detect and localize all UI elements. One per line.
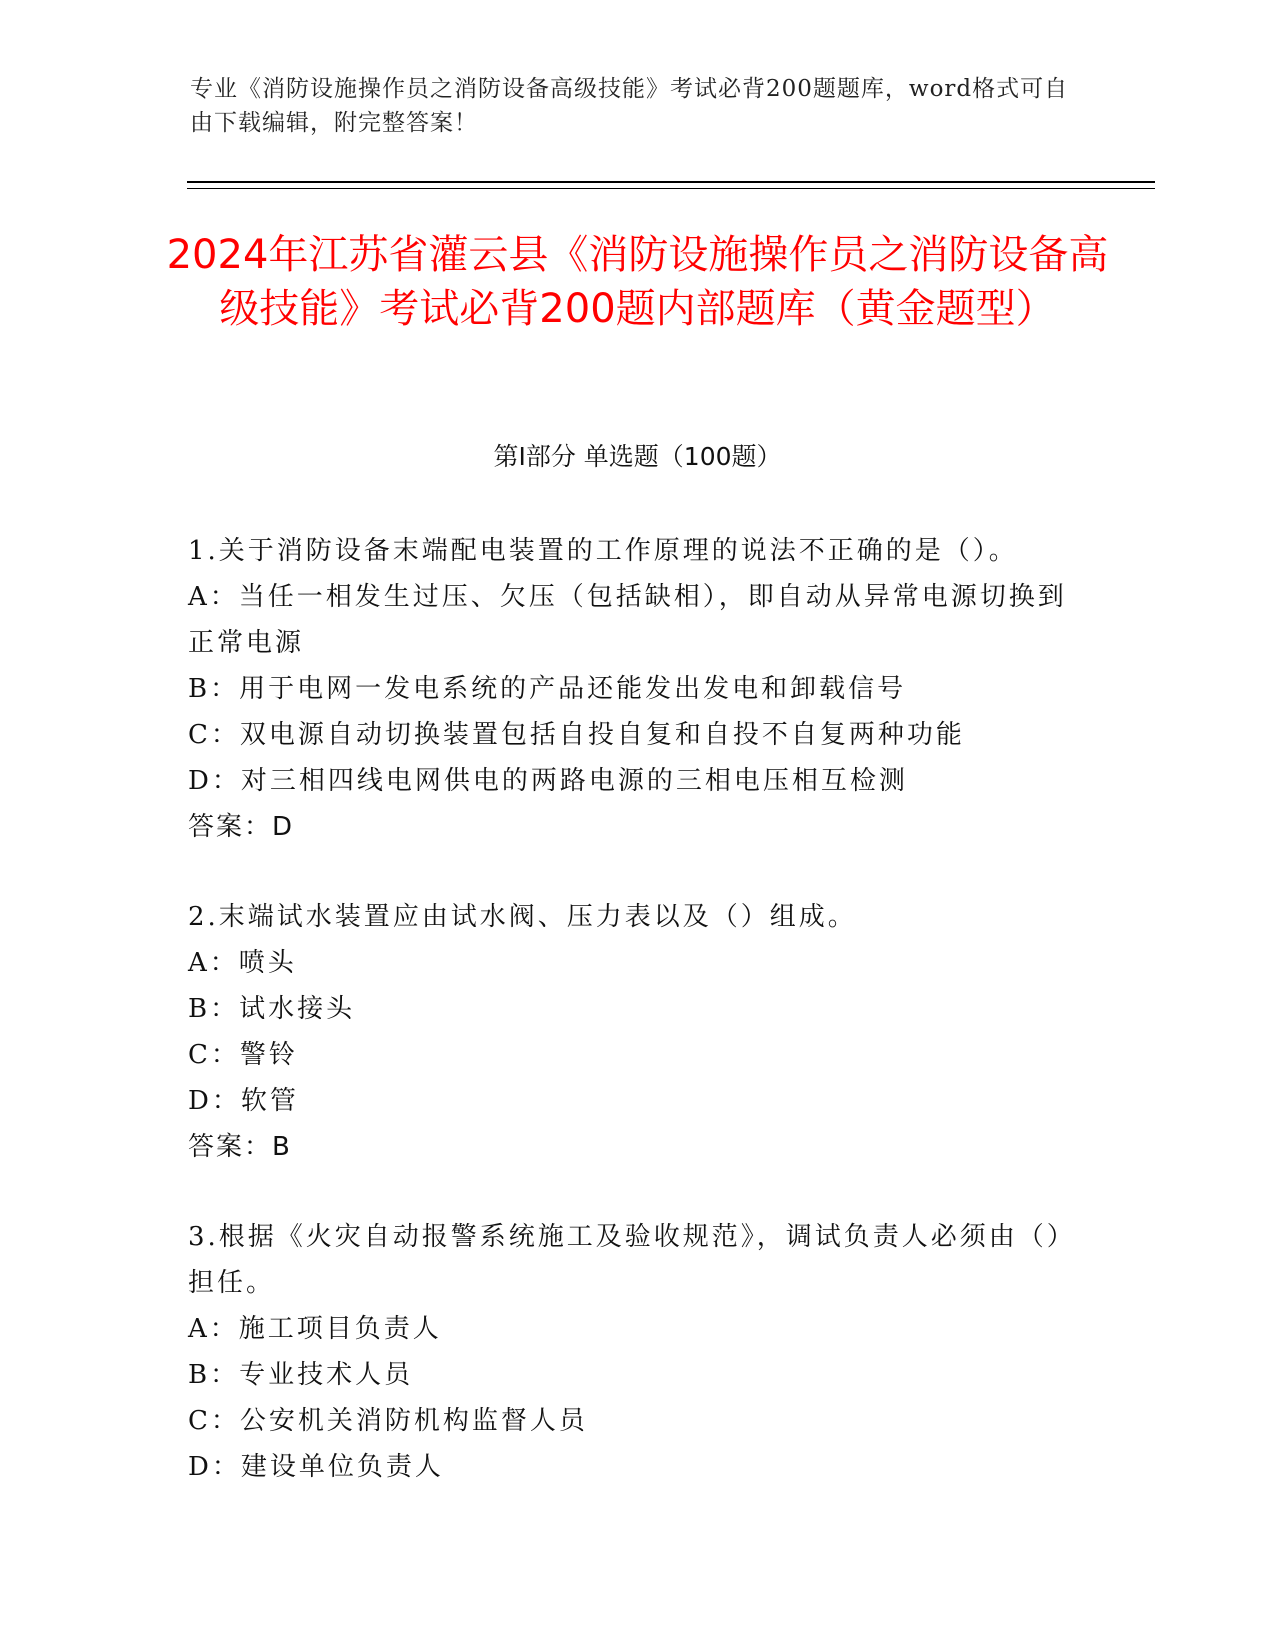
answer: 答案：D <box>188 812 295 842</box>
section-title: 第Ⅰ部分 单选题（100题） <box>493 442 782 471</box>
document-title: 2024年江苏省灌云县《消防设施操作员之消防设备高级技能》考试必背200题内部题库（黄金题型） <box>166 232 1109 332</box>
question-2 <box>188 894 1078 1170</box>
option-d: D：软管 <box>188 1086 299 1116</box>
option-c: C：双电源自动切换装置包括自投自复和自投不自复两种功能 <box>188 720 965 750</box>
option-d: D：对三相四线电网供电的两路电源的三相电压相互检测 <box>188 766 908 796</box>
question-1 <box>188 528 1078 850</box>
option-c: C：警铃 <box>188 1040 298 1070</box>
question-3 <box>188 1214 1078 1490</box>
option-b: B：用于电网一发电系统的产品还能发出发电和卸载信号 <box>188 674 907 704</box>
option-a: A：喷头 <box>188 948 297 978</box>
question-stem: 1.关于消防设备末端配电装置的工作原理的说法不正确的是（）。 <box>188 536 1018 566</box>
option-a: A：施工项目负责人 <box>188 1314 442 1344</box>
option-b: B：专业技术人员 <box>188 1360 414 1390</box>
option-a: A：当任一相发生过压、欠压（包括缺相），即自动从异常电源切换到正常电源 <box>188 582 1067 658</box>
option-c: C：公安机关消防机构监督人员 <box>188 1406 588 1436</box>
question-list <box>188 528 1078 1534</box>
header-divider-thin <box>187 188 1155 189</box>
option-b: B：试水接头 <box>188 994 356 1024</box>
header-divider-thick <box>187 181 1155 183</box>
question-stem: 2.末端试水装置应由试水阀、压力表以及（）组成。 <box>188 902 857 932</box>
header-note: 专业《消防设施操作员之消防设备高级技能》考试必背200题题库，word格式可自由下载编辑，附完整答案！ <box>190 76 1069 136</box>
option-d: D：建设单位负责人 <box>188 1452 444 1482</box>
question-stem: 3.根据《火灾自动报警系统施工及验收规范》，调试负责人必须由（）担任。 <box>188 1222 1076 1298</box>
answer: 答案：B <box>188 1132 292 1162</box>
